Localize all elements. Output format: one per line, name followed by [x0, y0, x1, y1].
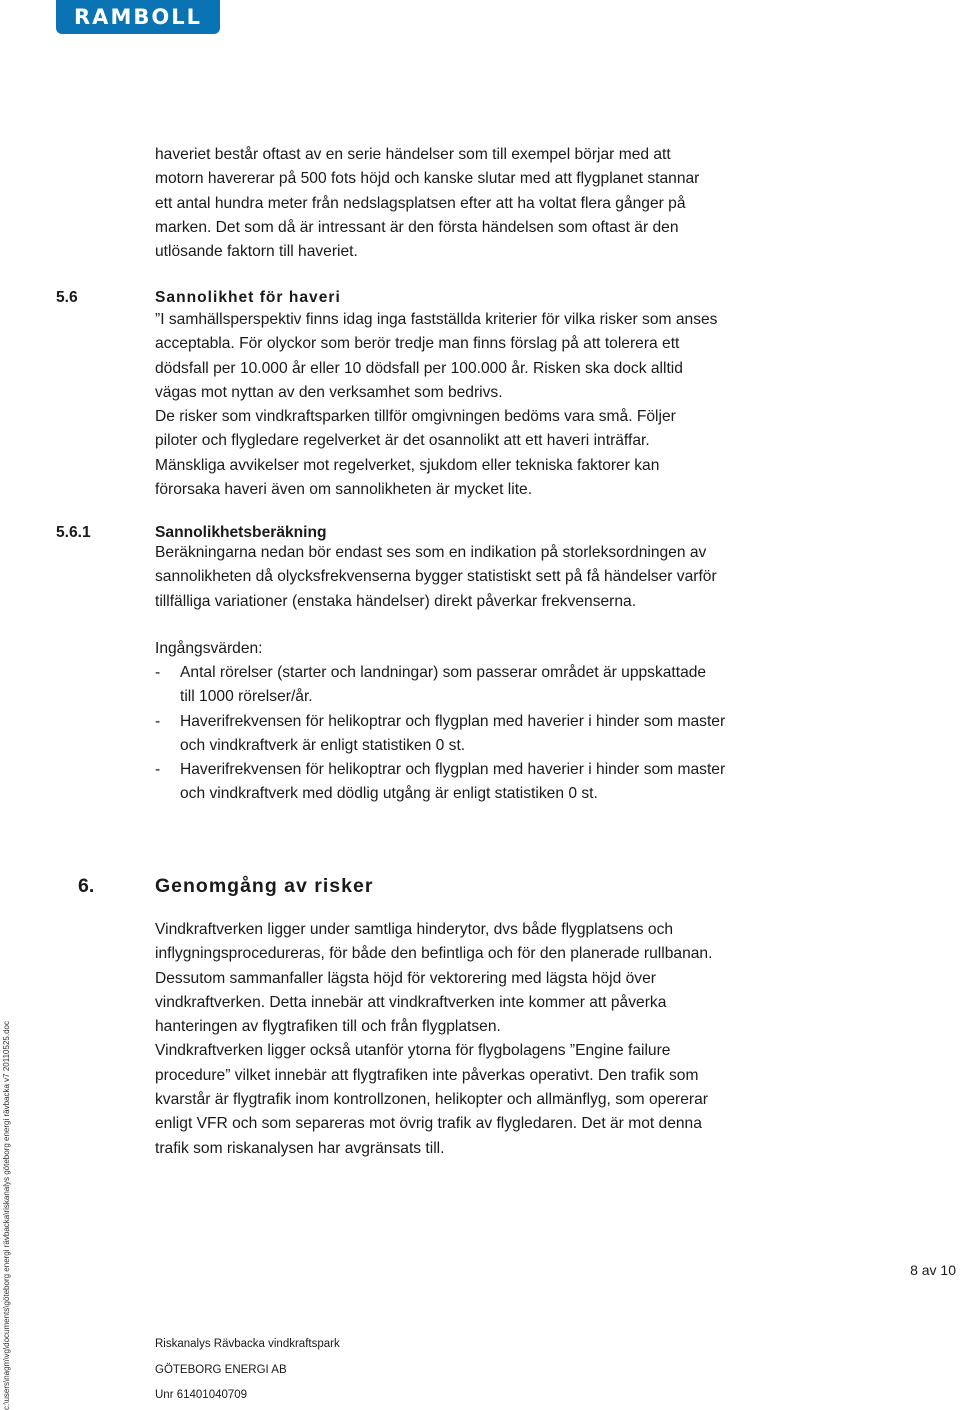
page-number: 8 av 10 — [910, 1262, 956, 1278]
footer-unr: Unr 61401040709 — [155, 1389, 248, 1401]
section-number-6: 6. — [78, 875, 95, 897]
input-values-label: Ingångsvärden: — [155, 640, 263, 657]
file-path-sidebar: c:\users\nagm\vg\documents\göteborg energi rävbacka\riskanalys göteborg energi rävbacka v7 20110525.doc — [2, 1021, 11, 1410]
section-number-5-6: 5.6 — [56, 289, 78, 306]
section-title-5-6: Sannolikhet för haveri — [155, 289, 341, 306]
section-6-body: Vindkraftverken ligger under samtliga hinderytor, dvs både flygplatsens och inflygningsprocedureras, för både den befintliga och för den planerade rullbanan. Dessutom sammanfaller lägsta höjd för vektorering med lägsta höjd över vindkraftverken. Detta innebär att vindkraftverken inte kommer att påverka hanteringen av flygtrafiken till och från flygplatsen. Vindkraftverken ligger också utanför ytorna för flygbolagens ”Engine failure procedure” vilket innebär att flygtrafiken inte påverkas operativt. Den trafik som kvarstår är flygtrafik inom kontrollzonen, helikopter och allmänflyg, som opererar enligt VFR och som separeras mot övrig trafik av flygledaren. Det är mot denna trafik som riskanalysen har avgränsats till. — [155, 921, 713, 1157]
section-title-6: Genomgång av risker — [155, 875, 374, 897]
list-item: - Haverifrekvensen för helikoptrar och flygplan med haverier i hinder som master och vindkraftverk är enligt statistiken 0 st. — [155, 712, 726, 754]
footer-client: GÖTEBORG ENERGI AB — [155, 1364, 287, 1376]
section-number-5-6-1: 5.6.1 — [56, 524, 91, 541]
intro-paragraph: haveriet består oftast av en serie händelser som till exempel börjar med att motorn havererar på 500 fots höjd och kanske slutar med att flygplanet stannar ett antal hundra meter från nedslagsplatsen efter att ha voltat flera gånger på marken. Det som då är intressant är den första händelsen som oftast är den utlösande faktorn till haveriet. — [155, 146, 700, 261]
list-item: - Haverifrekvensen för helikoptrar och flygplan med haverier i hinder som master och vindkraftverk med dödlig utgång är enligt statistiken 0 st. — [155, 761, 726, 803]
ramboll-logo: RAMBOLL — [56, 0, 220, 34]
section-5-6-1-body: Beräkningarna nedan bör endast ses som en indikation på storleksordningen av sannolikheten då olycksfrekvenserna bygger statistiskt sett på få händelser varför tillfälliga variationer (enstaka händelser) direkt påverkar frekvenserna. — [155, 544, 717, 610]
footer-project: Riskanalys Rävbacka vindkraftspark — [155, 1338, 340, 1350]
section-title-5-6-1: Sannolikhetsberäkning — [155, 524, 327, 541]
list-item: - Antal rörelser (starter och landningar) som passerar området är uppskattade till 1000 rörelser/år. — [155, 664, 707, 706]
input-values-list — [155, 661, 725, 807]
section-5-6-body: ”I samhällsperspektiv finns idag inga fastställda kriterier för vilka risker som anses acceptabla. För olyckor som berör tredje man finns förslag på att tolerera ett dödsfall per 10.000 år eller 10 dödsfall per 100.000 år. Risken ska dock alltid vägas mot nyttan av den verksamhet som bedrivs. De risker som vindkraftsparken tillför omgivningen bedöms vara små. Följer piloter och flygledare regelverket är det osannolikt att ett haveri inträffar. Mänskliga avvikelser mot regelverket, sjukdom eller tekniska faktorer kan förorsaka haveri även om sannolikheten är mycket lite. — [155, 311, 718, 499]
